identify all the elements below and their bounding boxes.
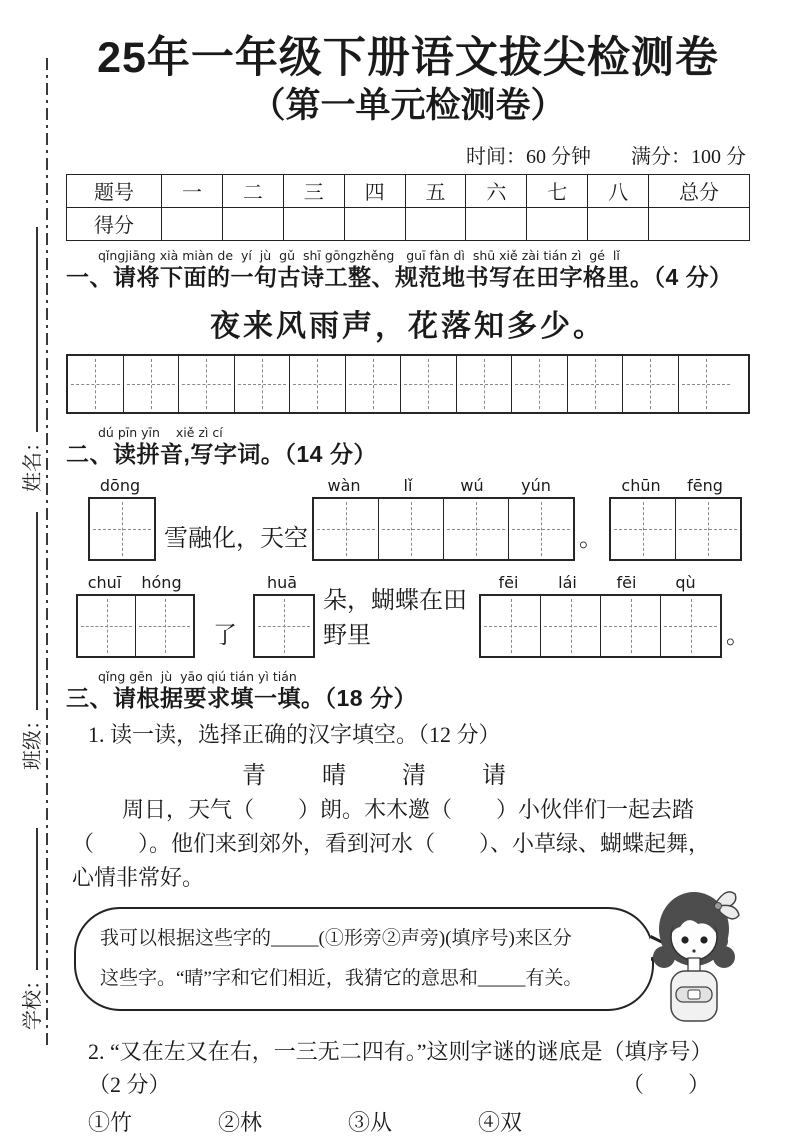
question-2-options: [88, 1106, 750, 1139]
school-field-label: 学校：: [21, 970, 44, 1030]
tianzige-cell: [622, 356, 678, 412]
bubble-text-line: 这些字。“晴”字和它们相近，我猜它的意思和_____有关。: [100, 967, 583, 989]
score-empty-cell: [222, 207, 283, 240]
score-header-cell: 二: [222, 174, 283, 207]
score-header-cell: 七: [527, 174, 588, 207]
numbered-option: ②林: [218, 1109, 263, 1135]
punctuation: 。: [579, 525, 603, 552]
score-header-cell: 总分: [649, 174, 750, 207]
tianzige-cell: [660, 596, 720, 656]
name-field-label: 姓名：: [21, 432, 44, 492]
writing-grid-row: [66, 354, 750, 414]
tianzige-cell: [314, 499, 378, 559]
score-table-header-row: [67, 174, 750, 207]
tianzige-cell: [378, 499, 443, 559]
character-option: 青: [242, 762, 266, 789]
section-2-row-1: [66, 476, 750, 561]
tianzige-cell: [540, 596, 600, 656]
hint-bubble-zone: [66, 903, 750, 1021]
tianzige-cell: [600, 596, 660, 656]
bubble-text-line: 我可以根据这些字的_____(①形旁②声旁)(填序号)来区分: [100, 927, 572, 949]
pinyin-word: wú: [460, 475, 484, 495]
answer-blank: （ ）: [621, 1071, 710, 1097]
score-header-cell: 四: [344, 174, 405, 207]
score-header-cell: 一: [162, 174, 223, 207]
sentence-text: 朵，蝴蝶在田野里: [323, 587, 467, 649]
score-empty-cell: [527, 207, 588, 240]
paper-title: 25年一年级下册语文拔尖检测卷: [97, 34, 719, 82]
pinyin-word: yún: [521, 475, 551, 495]
score-empty-cell: [162, 207, 223, 240]
question-2: [88, 1035, 750, 1139]
section-2-heading: 二、读拼音,写字词。（14 分）: [66, 440, 377, 467]
pinyin-word: fēi: [498, 572, 519, 592]
tianzige-cell: [481, 596, 540, 656]
section-3: [66, 669, 750, 1139]
pinyin-word: fēng: [687, 475, 723, 495]
question-2-line1: 2. “又在左又在右，一三无二四有。”这则字谜的谜底是（填序号）: [88, 1038, 713, 1064]
speech-bubble: [74, 907, 654, 1011]
numbered-option: ④双: [478, 1109, 523, 1135]
tianzige-cell: [456, 356, 512, 412]
character-option: 晴: [322, 762, 346, 789]
pinyin-word: chūn: [621, 475, 661, 495]
pinyin-word: chuī: [87, 572, 122, 592]
section-2-row-2: [66, 573, 750, 658]
exam-paper: [66, 0, 750, 1139]
pinyin-word: qù: [675, 572, 696, 592]
pinyin-word: hóng: [141, 572, 182, 592]
sentence-text: 了: [213, 622, 237, 649]
paragraph-line: （ ）。他们来到郊外，看到河水（ ）、小草绿、蝴蝶起舞，: [72, 830, 711, 856]
girl-illustration: [640, 881, 748, 1023]
numbered-option: ③从: [348, 1109, 393, 1135]
section-3-pinyin: qǐng gēn jù yāo qiú tián yì tián: [98, 668, 297, 684]
pinyin-word: dōng: [99, 475, 141, 495]
section-1: [66, 248, 750, 414]
pinyin-word: wàn: [327, 475, 361, 495]
score-empty-cell: [344, 207, 405, 240]
section-2-pinyin: dú pīn yīn xiě zì cí: [98, 424, 223, 440]
student-info-sidebar: [8, 30, 52, 1090]
class-field-line: [22, 512, 38, 710]
section-3-heading: 三、请根据要求填一填。（18 分）: [66, 684, 417, 711]
paragraph-line: 心情非常好。: [72, 864, 205, 890]
class-field-label: 班级：: [21, 710, 44, 770]
section-1-heading: 一、请将下面的一句古诗工整、规范地书写在田字格里。（4 分）: [66, 263, 733, 290]
tianzige-cell: [289, 356, 345, 412]
pinyin-word: fēi: [616, 572, 637, 592]
score-empty-cell: [466, 207, 527, 240]
punctuation: 。: [726, 622, 750, 649]
score-table: [66, 174, 750, 241]
section-2: [66, 425, 750, 658]
score-empty-cell: [405, 207, 466, 240]
tianzige-cell: [90, 499, 154, 559]
score-header-cell: 三: [283, 174, 344, 207]
fill-in-paragraph: [72, 793, 750, 895]
score-empty-cell: [588, 207, 649, 240]
tianzige-cell: [68, 356, 123, 412]
section-1-pinyin: qǐngjiāng xià miàn de yí jù gǔ shī gōngzhěng guī fàn dì shū xiě zài tián zì gé lǐ: [98, 247, 620, 263]
tianzige-cell: [567, 356, 623, 412]
tianzige-cell: [508, 499, 573, 559]
score-row-label: 得分: [67, 207, 162, 240]
pinyin-word: lǐ: [403, 475, 413, 495]
sentence-text: 雪融化，天空: [164, 525, 308, 552]
numbered-option: ①竹: [88, 1109, 133, 1135]
score-table-score-row: [67, 207, 750, 240]
character-options-row: [242, 755, 750, 790]
time-and-score-info: 时间：60 分钟 满分：100 分: [466, 145, 746, 168]
pinyin-word: lái: [558, 572, 577, 592]
score-header-cell: 八: [588, 174, 649, 207]
character-option: 请: [482, 762, 506, 789]
tianzige-cell: [135, 596, 193, 656]
question-1-heading: 1. 读一读，选择正确的汉字填空。（12 分）: [88, 721, 501, 747]
tianzige-cell: [78, 596, 135, 656]
score-empty-cell: [283, 207, 344, 240]
tianzige-cell: [443, 499, 508, 559]
tianzige-cell: [678, 356, 734, 412]
school-field-line: [22, 828, 38, 970]
poem-line: 夜来风雨声，花落知多少。: [210, 309, 606, 343]
tianzige-cell: [511, 356, 567, 412]
tianzige-cell: [255, 596, 313, 656]
name-field-line: [22, 227, 38, 432]
question-2-line2: （2 分）: [88, 1071, 171, 1097]
tianzige-cell: [123, 356, 179, 412]
score-header-cell: 六: [466, 174, 527, 207]
pinyin-word: huā: [266, 572, 298, 592]
paragraph-line: 周日，天气（ ）朗。木木邀（ ）小伙伴们一起去踏: [122, 796, 695, 822]
tianzige-cell: [178, 356, 234, 412]
tianzige-cell: [234, 356, 290, 412]
score-header-cell: 题号: [67, 174, 162, 207]
score-empty-cell: [649, 207, 750, 240]
tianzige-cell: [611, 499, 675, 559]
tianzige-cell: [345, 356, 401, 412]
tianzige-cell: [675, 499, 740, 559]
character-option: 清: [402, 762, 426, 789]
tianzige-cell: [400, 356, 456, 412]
paper-subtitle: （第一单元检测卷）: [250, 86, 566, 126]
score-header-cell: 五: [405, 174, 466, 207]
